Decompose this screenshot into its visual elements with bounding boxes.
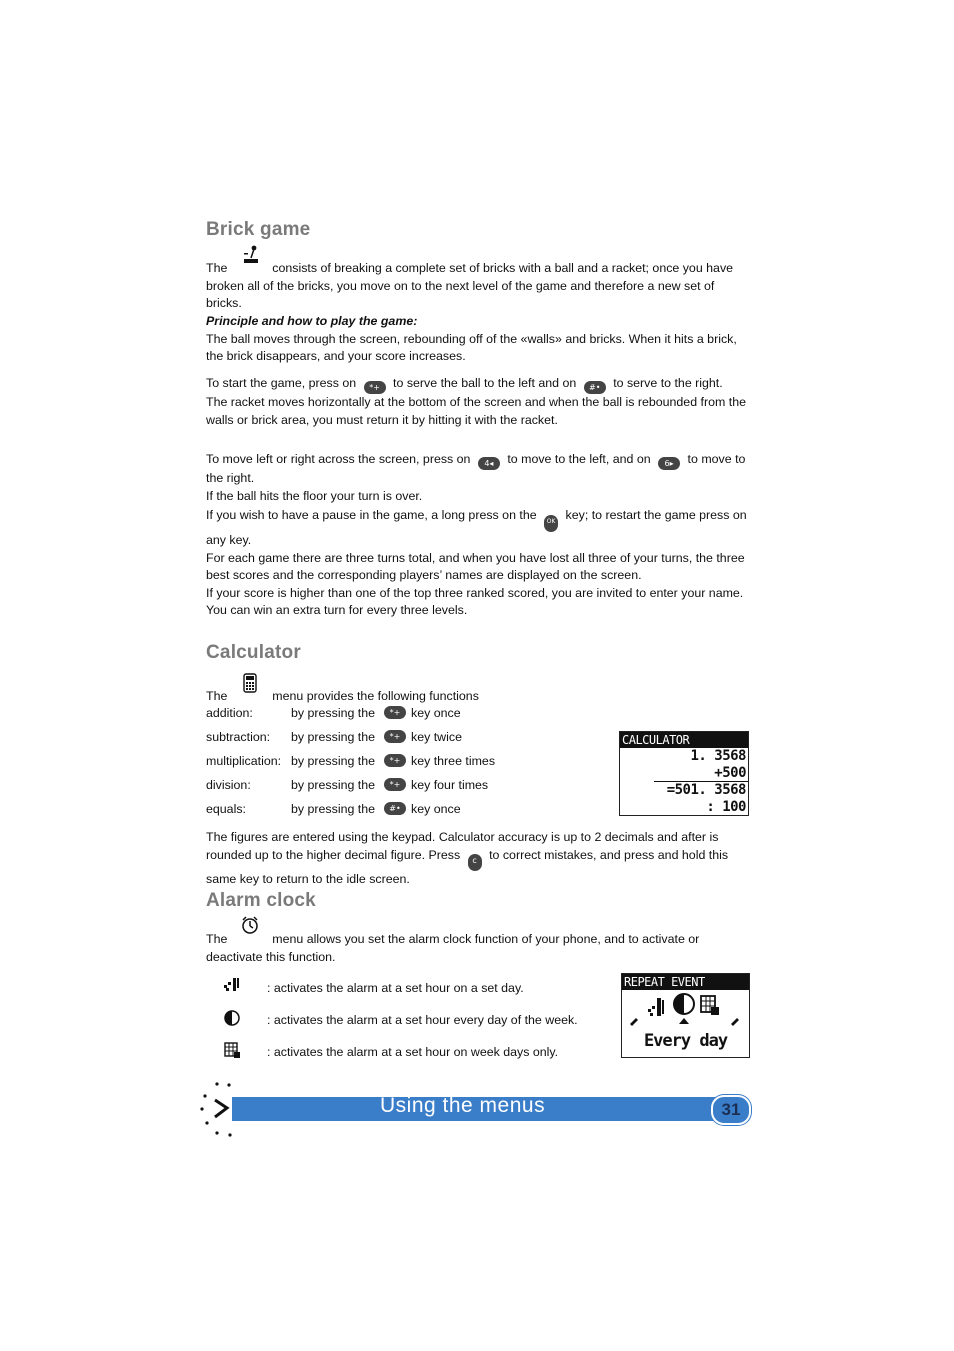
repeat-event-label: Every day bbox=[643, 1031, 728, 1051]
turns-text: For each game there are three turns total, and when you have lost all three of your turns, the three best scores and the corresponding players’ names are displayed on the screen. bbox=[206, 550, 745, 582]
figures-text-b: to correct mistakes, and press and hold this same key to return to the idle screen. bbox=[206, 847, 729, 886]
c-key-icon: c bbox=[468, 854, 482, 871]
move-text-c: to move to the right. bbox=[206, 452, 746, 485]
calc-op-label: multiplication: bbox=[206, 754, 282, 768]
figures-text-a: The figures are entered using the keypad. Calculator accuracy is up to 2 decimals and after is rounded up to the higher decimal figure. Press bbox=[206, 830, 719, 862]
calc-times-label: key three times bbox=[411, 754, 496, 768]
footer-title: Using the menus bbox=[380, 1094, 546, 1117]
pause-text-b: key; to restart the game press on any key. bbox=[206, 508, 747, 547]
calc-op-label: division: bbox=[206, 778, 251, 792]
calculator-intro-rest: menu provides the following functions bbox=[272, 689, 479, 703]
repeat-event-screen-title: REPEAT EVENT bbox=[622, 974, 749, 990]
pause-text-a: If you wish to have a pause in the game, a long press on the bbox=[206, 508, 537, 522]
calculator-figures bbox=[206, 829, 751, 888]
calc-by-label: by pressing the bbox=[291, 754, 376, 768]
star-key-icon: *+ bbox=[384, 778, 406, 791]
calculator-intro bbox=[206, 684, 751, 706]
extra-turn-text: You can win an extra turn for every three levels. bbox=[206, 603, 468, 617]
racket-text: The racket moves horizontally at the bottom of the screen and when the ball is rebounded from the walls or brick area, you must return it by hitting it with the racket. bbox=[206, 395, 746, 427]
calculator-screen bbox=[619, 731, 749, 816]
repeat-event-icons bbox=[622, 990, 747, 1030]
hash-key-icon: #• bbox=[384, 802, 406, 815]
six-key-icon: 6▸ bbox=[658, 457, 680, 470]
principle-text: The ball moves through the screen, rebounding off of the «walls» and bricks. When it hits a brick, the brick disappears, and your score increases. bbox=[206, 331, 737, 363]
scroll-right-icon bbox=[731, 1018, 739, 1026]
move-instructions bbox=[206, 451, 751, 505]
calc-op-label: equals: bbox=[206, 802, 246, 816]
calculator-intro-the: The bbox=[206, 689, 228, 703]
single-day-icon bbox=[222, 977, 242, 993]
brick-intro bbox=[206, 256, 751, 313]
week-days-icon bbox=[701, 996, 719, 1015]
alarm-option-text: : activates the alarm at a set hour on week days only. bbox=[267, 1045, 559, 1059]
moon-icon bbox=[674, 994, 694, 1024]
alarm-option-text: : activates the alarm at a set hour on a set day. bbox=[267, 981, 524, 995]
repeat-event-screen bbox=[621, 973, 750, 1058]
page-number: 31 bbox=[711, 1095, 751, 1125]
calc-op-label: addition: bbox=[206, 706, 253, 720]
four-key-icon: 4◂ bbox=[478, 457, 500, 470]
hash-key-icon: #• bbox=[584, 381, 606, 394]
star-key-icon: *+ bbox=[384, 730, 406, 743]
star-key-icon: *+ bbox=[364, 381, 386, 394]
score-text: If your score is higher than one of the top three ranked scored, you are invited to enter your name. bbox=[206, 585, 744, 600]
scroll-left-icon bbox=[630, 1018, 638, 1026]
brick-intro-rest: consists of breaking a complete set of bricks with a ball and a racket; once you have broken all of the bricks, you move on to the next level of the game and therefore a new set of bricks. bbox=[206, 261, 734, 310]
calc-by-label: by pressing the bbox=[291, 706, 376, 720]
joystick-icon bbox=[237, 256, 263, 274]
calc-by-label: by pressing the bbox=[291, 730, 376, 744]
calc-op-label: subtraction: bbox=[206, 730, 271, 744]
calculator-heading: Calculator bbox=[206, 642, 301, 663]
calc-times-label: key once bbox=[411, 802, 461, 816]
brick-game-heading: Brick game bbox=[206, 219, 311, 240]
principle-heading: Principle and how to play the game: bbox=[206, 314, 418, 328]
calculator-screen-line: =501. 3568 bbox=[666, 782, 746, 798]
calculator-screen-line: +500 bbox=[654, 765, 748, 783]
start-text-a: To start the game, press on bbox=[206, 376, 357, 390]
star-key-icon: *+ bbox=[384, 706, 406, 719]
alarm-clock-icon bbox=[237, 927, 263, 945]
principle-block bbox=[206, 313, 751, 366]
floor-text: If the ball hits the floor your turn is over. bbox=[206, 488, 423, 503]
calculator-screen-title: CALCULATOR bbox=[620, 732, 748, 748]
pause-instructions bbox=[206, 507, 751, 620]
calc-times-label: key once bbox=[411, 706, 461, 720]
ok-key-icon: OK bbox=[544, 515, 558, 532]
moon-icon bbox=[222, 1010, 242, 1028]
calc-by-label: by pressing the bbox=[291, 778, 376, 792]
calc-times-label: key four times bbox=[411, 778, 489, 792]
start-instructions bbox=[206, 375, 751, 429]
calculator-icon bbox=[237, 684, 263, 702]
brick-intro-the: The bbox=[206, 261, 228, 275]
calculator-screen-line: : 100 bbox=[706, 798, 746, 815]
alarm-intro bbox=[206, 927, 751, 966]
week-days-icon bbox=[222, 1041, 242, 1059]
star-key-icon: *+ bbox=[384, 754, 406, 767]
alarm-intro-the: The bbox=[206, 932, 228, 946]
start-text-c: to serve to the right. bbox=[613, 376, 723, 390]
alarm-option-text: : activates the alarm at a set hour every day of the week. bbox=[267, 1013, 578, 1027]
move-text-a: To move left or right across the screen, press on bbox=[206, 452, 471, 466]
calc-by-label: by pressing the bbox=[291, 802, 376, 816]
alarm-clock-heading: Alarm clock bbox=[206, 890, 316, 911]
single-day-icon bbox=[648, 998, 664, 1016]
calculator-screen-line: 1. 3568 bbox=[690, 748, 746, 764]
move-text-b: to move to the left, and on bbox=[507, 452, 651, 466]
start-text-b: to serve the ball to the left and on bbox=[393, 376, 577, 390]
alarm-intro-rest: menu allows you set the alarm clock function of your phone, and to activate or deactivate this function. bbox=[206, 932, 700, 964]
calc-times-label: key twice bbox=[411, 730, 462, 744]
